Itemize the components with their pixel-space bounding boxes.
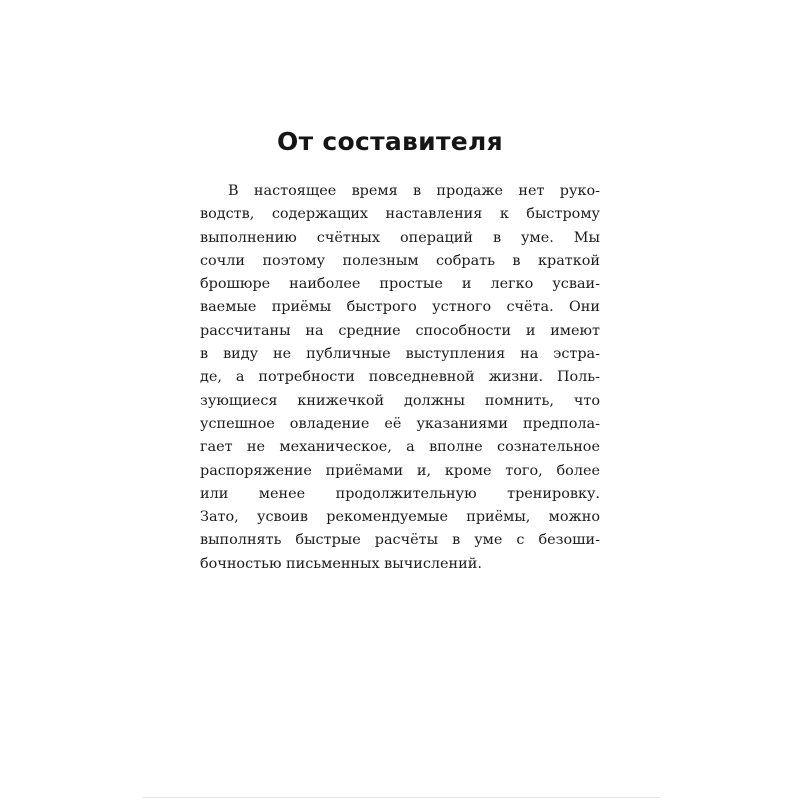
paragraph-line: или менее продолжительную тренировку. <box>200 485 600 502</box>
paragraph-line: рассчитаны на средние способности и имеют <box>200 322 600 339</box>
paragraph-line: В настоящее время в продаже нет руко- <box>228 183 600 199</box>
paragraph-line: сочли поэтому полезным собрать в краткой <box>200 252 600 269</box>
page-title: От составителя <box>277 127 503 156</box>
bottom-divider <box>143 797 660 798</box>
paragraph-line: распоряжение приёмами и, кроме того, более <box>200 462 600 479</box>
paragraph-line: гает не механическое, а вполне сознательное <box>200 439 600 456</box>
paragraph-line: в виду не публичные выступления на эстра- <box>200 346 600 363</box>
paragraph-line: де, а потребности повседневной жизни. Поль- <box>200 369 600 386</box>
paragraph-line: бочностью письменных вычислений. <box>200 555 482 572</box>
paragraph-line: Зато, усвоив рекомендуемые приёмы, можно <box>200 509 600 526</box>
paragraph-line: выполнять быстрые расчёты в уме с безоши- <box>200 532 600 549</box>
paragraph-line: успешное овладение её указаниями предпола- <box>200 415 600 432</box>
body-paragraph <box>200 180 600 576</box>
paragraph-line: выполнению счётных операций в уме. Мы <box>200 229 600 246</box>
paragraph-line: зующиеся книжечкой должны помнить, что <box>200 392 600 409</box>
paragraph-line: брошюре наиболее простые и легко усваи- <box>200 276 600 293</box>
paragraph-line: водств, содержащих наставления к быстрому <box>200 206 600 223</box>
paragraph-line: ваемые приёмы быстрого устного счёта. Они <box>200 299 600 316</box>
